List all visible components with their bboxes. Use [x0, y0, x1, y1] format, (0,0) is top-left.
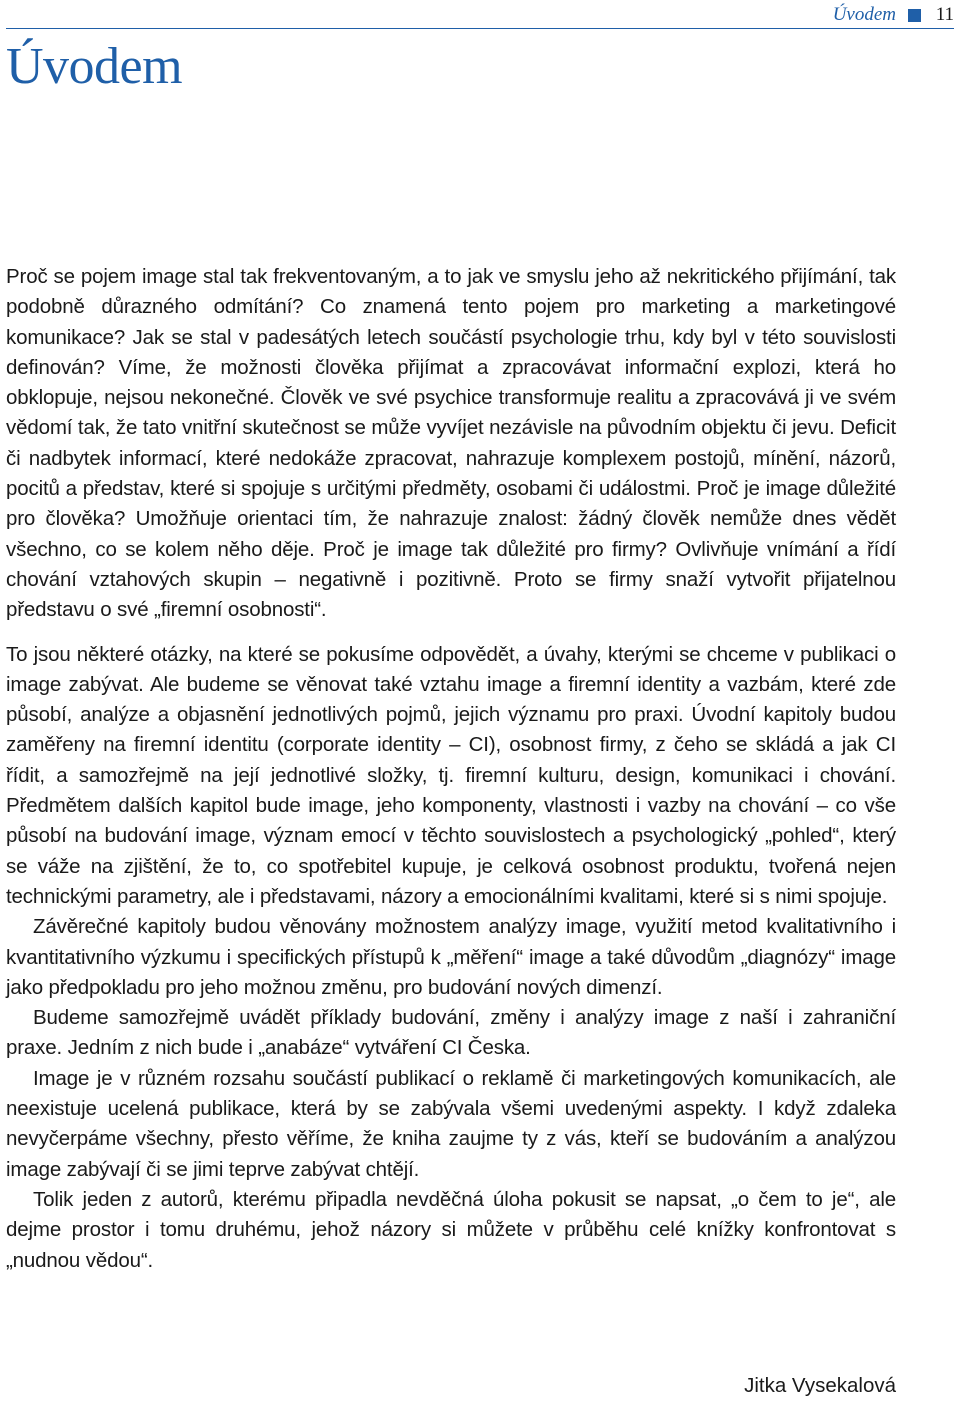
paragraph-3: Závěrečné kapitoly budou věnovány možnostem analýzy image, využití metod kvalitativního i kvantitativního výzkumu i specifických přístupů k „měření“ image a také důvodům „diagnózy“ image jako předpokladu pro jeho možnou změnu, pro budování nových dimenzí. [6, 915, 896, 999]
running-title: Úvodem [832, 4, 896, 25]
paragraph-2: To jsou některé otázky, na které se pokusíme odpovědět, a úvahy, kterými se chceme v publikaci o image zabývat. Ale budeme se věnovat také vztahu image a firemní identity a vazbám, které zde působí, analýze a objasnění jednotlivých pojmů, jejich významu pro praxi. Úvodní kapitoly budou zaměřeny na firemní identitu (corporate identity – CI), osobnost firmy, z čeho se skládá a jak CI řídit, a samozřejmě na její jednotlivé složky, tj. firemní kulturu, design, komunikaci i chování. Předmětem dalších kapitol bude image, jeho komponenty, vlastnosti i vazby na chování – co vše působí na budování image, význam emocí v těchto souvislostech a psychologický „pohled“, který se váže na zjištění, že to, co spotřebitel kupuje, je celková osobnost produktu, tvořená nejen technickými parametry, ale i představami, názory a emocionálními kvalitami, které si s nimi spojuje. [6, 642, 896, 908]
body-text [6, 262, 896, 1276]
chapter-title: Úvodem [6, 38, 183, 95]
paragraph-4: Budeme samozřejmě uvádět příklady budování, změny i analýzy image z naší i zahraniční praxe. Jedním z nich bude i „anabáze“ vytváření CI Česka. [6, 1006, 896, 1060]
paragraph-6: Tolik jeden z autorů, kterému připadla nevděčná úloha pokusit se napsat, „o čem to je“, ale dejme prostor i tomu druhému, jehož názory si můžete v průběhu celé knížky konfrontovat s „nudnou vědou“. [6, 1187, 896, 1272]
running-header [0, 0, 960, 30]
header-square-icon [908, 9, 921, 22]
paragraph-5: Image je v různém rozsahu součástí publikací o reklamě či marketingových komunikacích, ale neexistuje ucelená publikace, která by se zabývala všemi uvedenými aspekty. I když zdaleka nevyčerpáme všechny, přesto věříme, že kniha zaujme ty z vás, kteří se budováním a analýzou image zabývají či se jimi teprve zabývat chtějí. [6, 1066, 896, 1181]
header-rule [6, 28, 954, 29]
paragraph-1: Proč se pojem image stal tak frekventovaným, a to jak ve smyslu jeho až nekritického přijímání, tak podobně důrazného odmítání? Co znamená tento pojem pro marketing a marketingové komunikace? Jak se stal v padesátých letech součástí psychologie trhu, kdy byl v této souvislosti definován? Víme, že možnosti člověka přijímat a zpracovávat informační explozi, která ho obklopuje, nejsou nekonečné. Člověk ve své psychice transformuje realitu a zpracovává ji ve svém vědomí tak, že tato vnitřní skutečnost se může vyvíjet nezávisle na původním objektu či jevu. Deficit či nadbytek informací, které nedokáže zpracovat, nahrazuje komplexem postojů, mínění, názorů, pocitů a představ, které si spojuje s určitými předměty, osobami či událostmi. Proč je image důležité pro člověka? Umožňuje orientaci tím, že nahrazuje znalost: žádný člověk nemůže dnes vědět všechno, co se kolem něho děje. Proč je image tak důležité pro firmy? Ovlivňuje vnímání a řídí chování vztahových skupin – negativně i pozitivně. Proto se firmy snaží vytvořit přijatelnou představu o své „firemní osobnosti“. [6, 265, 896, 622]
author-signature: Jitka Vysekalová [744, 1374, 896, 1397]
page-number: 11 [935, 4, 954, 25]
